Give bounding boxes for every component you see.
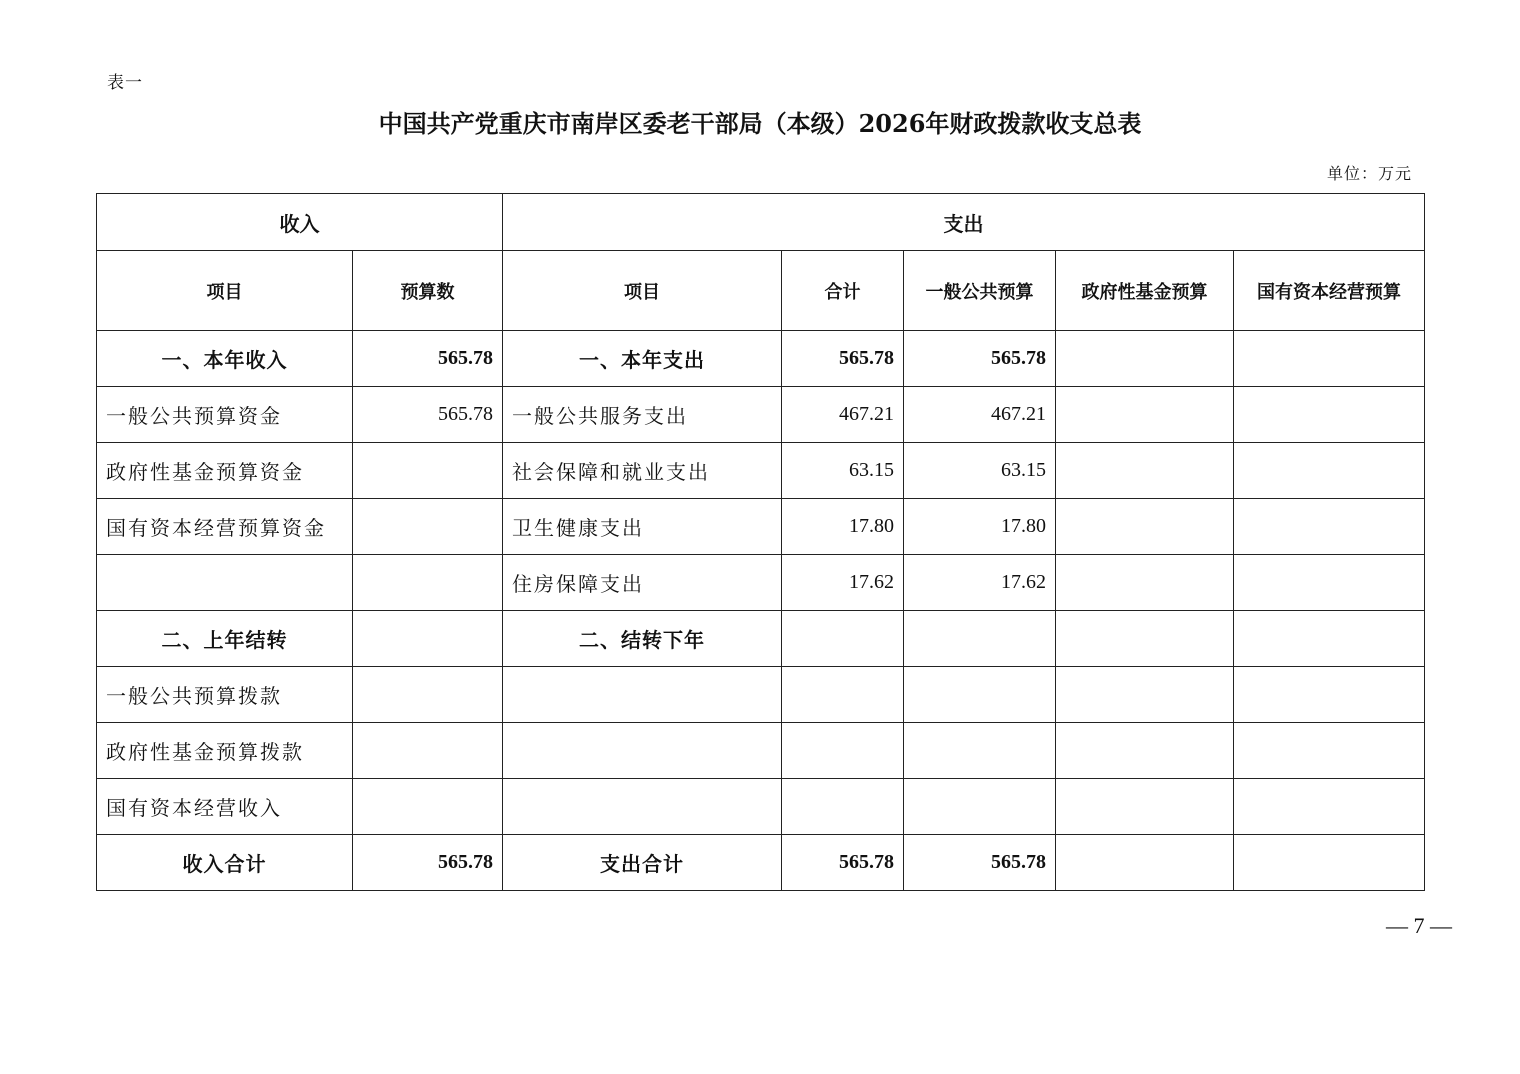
capital-budget-cell (1234, 667, 1425, 723)
section-header-row (97, 194, 1425, 251)
col-fund-budget: 政府性基金预算 (1056, 251, 1234, 331)
total-cell (782, 723, 904, 779)
income-amount-cell (353, 611, 503, 667)
fund-budget-cell (1056, 387, 1234, 443)
column-header-row (97, 251, 1425, 331)
capital-budget-cell (1234, 387, 1425, 443)
budget-table (96, 193, 1425, 891)
col-capital-budget: 国有资本经营预算 (1234, 251, 1425, 331)
table-row (97, 835, 1425, 891)
total-cell: 17.80 (782, 499, 904, 555)
col-total: 合计 (782, 251, 904, 331)
fund-budget-cell (1056, 555, 1234, 611)
capital-budget-cell (1234, 555, 1425, 611)
unit-note: 单位：万元 (1326, 164, 1412, 183)
expense-item-cell (503, 779, 782, 835)
capital-budget-cell (1234, 611, 1425, 667)
income-item-cell: 一般公共预算拨款 (97, 667, 353, 723)
general-budget-cell: 565.78 (904, 331, 1056, 387)
fund-budget-cell (1056, 779, 1234, 835)
col-income-item: 项目 (97, 251, 353, 331)
income-amount-cell (353, 779, 503, 835)
income-amount-cell: 565.78 (353, 835, 503, 891)
total-cell (782, 611, 904, 667)
total-cell: 565.78 (782, 331, 904, 387)
expense-item-cell: 一、本年支出 (503, 331, 782, 387)
expense-item-cell: 社会保障和就业支出 (503, 443, 782, 499)
total-cell: 17.62 (782, 555, 904, 611)
general-budget-cell (904, 611, 1056, 667)
income-amount-cell (353, 499, 503, 555)
income-item-cell: 国有资本经营预算资金 (97, 499, 353, 555)
total-cell: 63.15 (782, 443, 904, 499)
income-amount-cell (353, 443, 503, 499)
expense-item-cell: 二、结转下年 (503, 611, 782, 667)
table-row (97, 723, 1425, 779)
income-item-cell (97, 555, 353, 611)
col-general-budget: 一般公共预算 (904, 251, 1056, 331)
income-item-cell: 一般公共预算资金 (97, 387, 353, 443)
income-item-cell: 政府性基金预算资金 (97, 443, 353, 499)
fund-budget-cell (1056, 331, 1234, 387)
total-cell: 565.78 (782, 835, 904, 891)
col-income-amount: 预算数 (353, 251, 503, 331)
expense-item-cell (503, 723, 782, 779)
page-title: 中国共产党重庆市南岸区委老干部局（本级）2026年财政拨款收支总表 (378, 109, 1142, 138)
fund-budget-cell (1056, 835, 1234, 891)
income-item-cell: 二、上年结转 (97, 611, 353, 667)
general-budget-cell: 63.15 (904, 443, 1056, 499)
table-label: 表一 (107, 73, 143, 93)
income-item-cell: 政府性基金预算拨款 (97, 723, 353, 779)
page-number: — 7 — (1386, 913, 1452, 938)
general-budget-cell: 17.62 (904, 555, 1056, 611)
income-item-cell: 一、本年收入 (97, 331, 353, 387)
capital-budget-cell (1234, 331, 1425, 387)
expense-item-cell: 卫生健康支出 (503, 499, 782, 555)
expense-item-cell (503, 667, 782, 723)
col-expense-item: 项目 (503, 251, 782, 331)
expense-item-cell: 住房保障支出 (503, 555, 782, 611)
general-budget-cell: 467.21 (904, 387, 1056, 443)
expense-item-cell: 一般公共服务支出 (503, 387, 782, 443)
fund-budget-cell (1056, 667, 1234, 723)
general-budget-cell (904, 667, 1056, 723)
income-amount-cell: 565.78 (353, 387, 503, 443)
general-budget-cell: 17.80 (904, 499, 1056, 555)
income-header: 收入 (97, 194, 503, 251)
table-row (97, 667, 1425, 723)
capital-budget-cell (1234, 779, 1425, 835)
expense-item-cell: 支出合计 (503, 835, 782, 891)
general-budget-cell (904, 779, 1056, 835)
fund-budget-cell (1056, 723, 1234, 779)
income-item-cell: 收入合计 (97, 835, 353, 891)
income-item-cell: 国有资本经营收入 (97, 779, 353, 835)
capital-budget-cell (1234, 499, 1425, 555)
table-row (97, 555, 1425, 611)
capital-budget-cell (1234, 835, 1425, 891)
table-row (97, 443, 1425, 499)
general-budget-cell: 565.78 (904, 835, 1056, 891)
table-row (97, 779, 1425, 835)
table-row (97, 499, 1425, 555)
income-amount-cell: 565.78 (353, 331, 503, 387)
total-cell: 467.21 (782, 387, 904, 443)
total-cell (782, 779, 904, 835)
table-row (97, 387, 1425, 443)
general-budget-cell (904, 723, 1056, 779)
fund-budget-cell (1056, 499, 1234, 555)
capital-budget-cell (1234, 443, 1425, 499)
fund-budget-cell (1056, 611, 1234, 667)
income-amount-cell (353, 667, 503, 723)
expense-header: 支出 (503, 194, 1425, 251)
income-amount-cell (353, 555, 503, 611)
table-row (97, 331, 1425, 387)
income-amount-cell (353, 723, 503, 779)
total-cell (782, 667, 904, 723)
fund-budget-cell (1056, 443, 1234, 499)
table-row (97, 611, 1425, 667)
capital-budget-cell (1234, 723, 1425, 779)
